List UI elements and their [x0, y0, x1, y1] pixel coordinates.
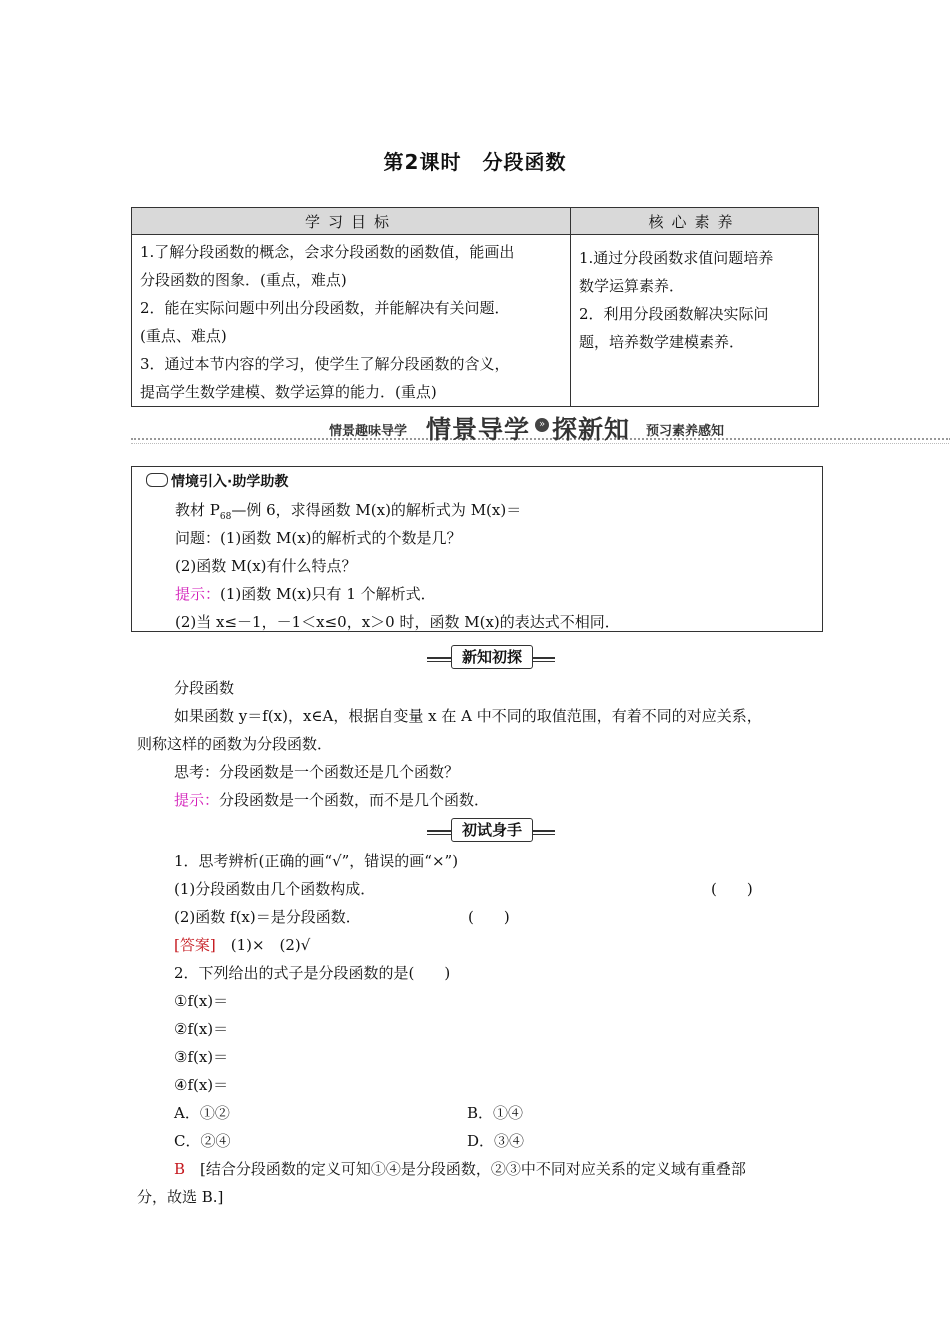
solution-line — [174, 1158, 746, 1179]
intro-text: —例 6，求得函数 M(x)的解析式为 M(x)＝ — [231, 501, 522, 519]
section-banner — [131, 410, 950, 446]
definition-line: 如果函数 y＝f(x)，x∈A，根据自变量 x 在 A 中不同的取值范围，有着不同的对应关系， — [174, 707, 762, 725]
objective-line: (重点、难点) — [140, 327, 227, 345]
section-label-text: 初试身手 — [451, 818, 533, 842]
exercise-question: 2．下列给出的式子是分段函数的是( ) — [174, 964, 451, 982]
hint-text: 分段函数是一个函数，而不是几个函数． — [219, 791, 490, 809]
intro-line: 问题：(1)函数 M(x)的解析式的个数是几？ — [175, 529, 462, 547]
definition-line: 则称这样的函数为分段函数． — [137, 735, 333, 753]
answer-paren: ( ) — [711, 880, 753, 898]
section-label-text: 新知初探 — [451, 645, 533, 669]
hint-label: 提示： — [174, 791, 220, 809]
solution-text: [结合分段函数的定义可知①④是分段函数，②③中不同对应关系的定义域有重叠部 — [185, 1160, 746, 1178]
banner-subtitle-right: 预习素养感知 — [646, 424, 725, 439]
objectives-cell — [132, 235, 571, 407]
exercise-option-formula: ②f(x)＝ — [174, 1020, 229, 1038]
intro-line — [175, 499, 521, 522]
literacy-cell — [571, 235, 819, 407]
page-title: 第2课时 分段函数 — [383, 150, 567, 174]
answer-text: (1)× (2)√ — [215, 936, 311, 954]
intro-line — [175, 583, 436, 604]
exercise-option-formula: ④f(x)＝ — [174, 1076, 229, 1094]
section-label-new-knowledge — [427, 645, 555, 671]
answer-paren: ( ) — [468, 908, 510, 926]
banner-title-right: 探新知 — [552, 415, 631, 444]
intro-text: 教材 P — [175, 501, 220, 519]
solution-answer: B — [174, 1160, 186, 1178]
exercise-item: (1)分段函数由几个函数构成． — [174, 880, 376, 898]
answer-line — [174, 934, 310, 955]
intro-heading — [146, 471, 288, 491]
exercise-option-formula: ③f(x)＝ — [174, 1048, 229, 1066]
section-label-practice — [427, 818, 555, 844]
scroll-icon — [146, 473, 168, 487]
intro-line: (2)当 x≤－1，－1＜x≤0，x＞0 时，函数 M(x)的表达式不相同． — [175, 613, 620, 631]
objective-line: 分段函数的图象．(重点，难点) — [140, 271, 347, 289]
intro-box — [131, 466, 823, 632]
choice-a: A．①② — [174, 1104, 230, 1122]
answer-label: [答案] — [174, 936, 216, 954]
choice-c: C．②④ — [174, 1132, 231, 1150]
banner-subtitle-left: 情景趣味导学 — [329, 424, 408, 439]
objective-line: 3．通过本节内容的学习，使学生了解分段函数的含义， — [140, 355, 510, 373]
banner-title-left: 情景导学 — [426, 415, 531, 444]
banner-divider — [131, 443, 950, 444]
literacy-line: 1.通过分段函数求值问题培养 — [579, 249, 774, 267]
choice-d: D．③④ — [467, 1132, 525, 1150]
literacy-line: 数学运算素养． — [579, 277, 685, 295]
literacy-line: 题，培养数学建模素养． — [579, 333, 745, 351]
term-heading: 分段函数 — [174, 679, 235, 697]
exercise-option-formula: ①f(x)＝ — [174, 992, 229, 1010]
objective-line: 2．能在实际问题中列出分段函数，并能解决有关问题． — [140, 299, 510, 317]
exercise-question: 1．思考辨析(正确的画“√”，错误的画“×”) — [174, 852, 459, 870]
intro-text: (1)函数 M(x)只有 1 个解析式． — [220, 585, 436, 603]
table-header-literacy: 核心素养 — [571, 208, 819, 235]
objective-line: 提高学生数学建模、数学运算的能力．(重点) — [140, 383, 437, 401]
think-hint — [174, 789, 489, 810]
hint-label: 提示： — [175, 585, 221, 603]
objectives-table — [131, 207, 819, 407]
objective-line: 1.了解分段函数的概念，会求分段函数的函数值，能画出 — [140, 243, 515, 261]
banner-divider — [131, 438, 950, 440]
choice-b: B．①④ — [467, 1104, 524, 1122]
exercise-item: (2)函数 f(x)＝是分段函数． — [174, 908, 361, 926]
intro-heading-text: 情境引入·助学助教 — [171, 474, 289, 490]
solution-line: 分，故选 B.] — [137, 1188, 224, 1206]
banner-arrow-icon: » — [535, 418, 549, 432]
literacy-line: 2．利用分段函数解决实际问 — [579, 305, 769, 323]
intro-line: (2)函数 M(x)有什么特点？ — [175, 557, 357, 575]
table-header-objectives: 学习目标 — [132, 208, 571, 235]
page-subscript: 68 — [219, 512, 232, 522]
think-question: 思考：分段函数是一个函数还是几个函数？ — [174, 763, 460, 781]
